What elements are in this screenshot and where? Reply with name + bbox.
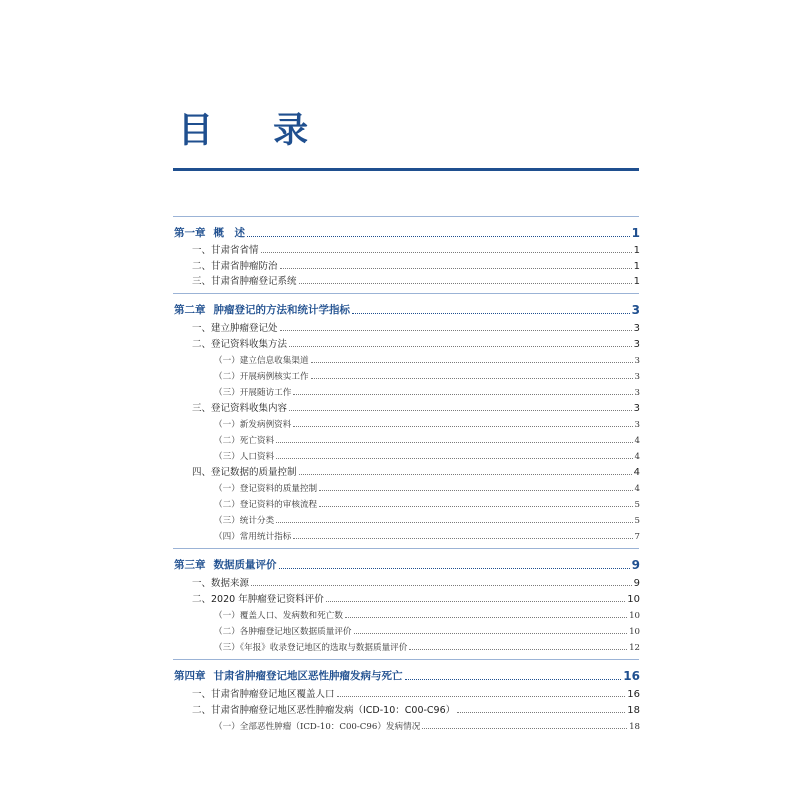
dot-leader xyxy=(326,600,626,602)
page-number: 3 xyxy=(634,388,640,398)
dot-leader xyxy=(354,632,628,634)
page-number: 4 xyxy=(634,436,640,446)
toc-entry-label: （一）新发病例资料 xyxy=(214,420,292,430)
toc-chapter-label: 肿瘤登记的方法和统计学指标 xyxy=(213,304,350,316)
dot-leader xyxy=(261,251,632,253)
dot-leader xyxy=(311,377,633,379)
toc-chapter[interactable] xyxy=(174,223,640,240)
dot-leader xyxy=(289,345,632,347)
dot-leader xyxy=(293,393,632,395)
chapter-rule xyxy=(173,293,639,294)
page-number: 3 xyxy=(634,372,640,382)
toc-chapter-title xyxy=(174,225,245,240)
toc-entry-label: （一）建立信息收集渠道 xyxy=(214,356,309,366)
dot-leader xyxy=(311,361,633,363)
page-number: 1 xyxy=(633,245,640,256)
toc-subsection[interactable] xyxy=(174,510,640,526)
toc-entry-label: （二）开展病例核实工作 xyxy=(214,372,309,382)
toc-entry-label: （二）各肿瘤登记地区数据质量评价 xyxy=(214,627,352,637)
toc-subsection[interactable] xyxy=(174,478,640,494)
toc-entry-label: 一、建立肿瘤登记处 xyxy=(192,323,278,334)
toc-chapter-title xyxy=(174,302,350,317)
dot-leader xyxy=(247,235,630,237)
toc-entry-label: （四）常用统计指标 xyxy=(214,532,292,542)
dot-leader xyxy=(352,312,630,314)
toc-chapter-number: 第四章 xyxy=(174,670,206,682)
toc-chapter[interactable] xyxy=(174,555,640,572)
toc-subsection[interactable] xyxy=(174,414,640,430)
toc-entry-label: 一、数据来源 xyxy=(192,578,250,589)
toc-entry-label: 一、甘肃省肿瘤登记地区覆盖人口 xyxy=(192,689,335,700)
page-number: 12 xyxy=(629,643,640,653)
toc-entry-label: （三）人口资料 xyxy=(214,452,275,462)
toc-chapter-label: 概 述 xyxy=(213,227,245,239)
page-number: 3 xyxy=(631,303,640,317)
toc-subsection[interactable] xyxy=(174,605,640,621)
toc-section[interactable] xyxy=(174,398,640,414)
dot-leader xyxy=(299,473,632,475)
page-number: 18 xyxy=(627,705,640,716)
toc-subsection[interactable] xyxy=(174,494,640,510)
page-number: 16 xyxy=(627,689,640,700)
page-number: 9 xyxy=(631,558,640,572)
page-number: 4 xyxy=(634,452,640,462)
page-number: 10 xyxy=(627,594,640,605)
dot-leader xyxy=(251,584,632,586)
page-number: 18 xyxy=(629,722,640,732)
toc-entry-label: 四、登记数据的质量控制 xyxy=(192,467,297,478)
page-number: 3 xyxy=(633,339,640,350)
toc-entry-label: （二）死亡资料 xyxy=(214,436,275,446)
dot-leader xyxy=(276,457,632,459)
dot-leader xyxy=(457,711,625,713)
dot-leader xyxy=(276,521,632,523)
dot-leader xyxy=(280,329,632,331)
dot-leader xyxy=(279,567,630,569)
dot-leader xyxy=(405,678,622,680)
toc-chapter[interactable] xyxy=(174,666,640,683)
toc-chapter-title xyxy=(174,668,403,683)
toc-section[interactable] xyxy=(174,318,640,334)
dot-leader xyxy=(293,425,632,427)
toc-entry-label: （三）开展随访工作 xyxy=(214,388,292,398)
page-number: 1 xyxy=(633,276,640,287)
toc-chapter-number: 第一章 xyxy=(174,227,206,239)
page-number: 3 xyxy=(633,403,640,414)
page-title: 目 录 xyxy=(178,111,333,151)
toc-section[interactable] xyxy=(174,240,640,256)
toc-entry-label: 二、甘肃省肿瘤登记地区恶性肿瘤发病（ICD-10：C00-C96） xyxy=(192,705,456,716)
toc-section[interactable] xyxy=(174,462,640,478)
toc-section[interactable] xyxy=(174,589,640,605)
page-number: 4 xyxy=(633,467,640,478)
chapter-rule xyxy=(173,548,639,549)
toc-section[interactable] xyxy=(174,334,640,350)
toc-entry-label: （一）全部恶性肿瘤（ICD-10：C00-C96）发病情况 xyxy=(214,722,421,732)
toc-subsection[interactable] xyxy=(174,366,640,382)
dot-leader xyxy=(337,695,626,697)
page-number: 3 xyxy=(634,356,640,366)
chapter-rule xyxy=(173,216,639,217)
toc-chapter-number: 第三章 xyxy=(174,559,206,571)
toc-subsection[interactable] xyxy=(174,621,640,637)
dot-leader xyxy=(289,409,632,411)
toc-chapter-label: 甘肃省肿瘤登记地区恶性肿瘤发病与死亡 xyxy=(213,670,403,682)
dot-leader xyxy=(280,267,632,269)
page-number: 1 xyxy=(633,261,640,272)
page-number: 16 xyxy=(623,669,640,683)
toc-chapter-label: 数据质量评价 xyxy=(213,559,277,571)
toc-entry-label: 三、甘肃省肿瘤登记系统 xyxy=(192,276,297,287)
page-number: 9 xyxy=(633,578,640,589)
toc-section[interactable] xyxy=(174,684,640,700)
toc-entry-label: 二、登记资料收集方法 xyxy=(192,339,288,350)
page-number: 1 xyxy=(631,226,640,240)
toc-chapter-title xyxy=(174,557,277,572)
title-divider xyxy=(173,168,639,171)
toc-subsection[interactable] xyxy=(174,446,640,462)
toc-entry-label: 一、甘肃省省情 xyxy=(192,245,259,256)
page-number: 10 xyxy=(629,611,640,621)
page-number: 4 xyxy=(634,484,640,494)
toc-section[interactable] xyxy=(174,700,640,716)
toc-section[interactable] xyxy=(174,256,640,272)
toc-section[interactable] xyxy=(174,573,640,589)
toc-entry-label: （二）登记资料的审核流程 xyxy=(214,500,318,510)
dot-leader xyxy=(319,489,632,491)
toc-entry-label: （一）覆盖人口、发病数和死亡数 xyxy=(214,611,343,621)
toc-entry-label: 二、2020 年肿瘤登记资料评价 xyxy=(192,594,324,605)
dot-leader xyxy=(319,505,632,507)
dot-leader xyxy=(299,282,632,284)
page-number: 7 xyxy=(634,532,640,542)
dot-leader xyxy=(276,441,632,443)
toc-entry-label: 三、登记资料收集内容 xyxy=(192,403,288,414)
toc-subsection[interactable] xyxy=(174,637,640,653)
page-number: 5 xyxy=(634,500,640,510)
dot-leader xyxy=(293,537,632,539)
dot-leader xyxy=(409,648,627,650)
toc-subsection[interactable] xyxy=(174,430,640,446)
chapter-rule xyxy=(173,659,639,660)
toc-subsection[interactable] xyxy=(174,382,640,398)
toc-chapter-number: 第二章 xyxy=(174,304,206,316)
dot-leader xyxy=(422,727,627,729)
toc-entry-label: 二、甘肃省肿瘤防治 xyxy=(192,261,278,272)
page-number: 3 xyxy=(633,323,640,334)
toc-subsection[interactable] xyxy=(174,350,640,366)
page-number: 3 xyxy=(634,420,640,430)
toc-entry-label: （三）《年报》收录登记地区的选取与数据质量评价 xyxy=(214,643,408,653)
toc-subsection[interactable] xyxy=(174,526,640,542)
dot-leader xyxy=(345,616,627,618)
toc-subsection[interactable] xyxy=(174,716,640,732)
page-number: 5 xyxy=(634,516,640,526)
toc-entry-label: （一）登记资料的质量控制 xyxy=(214,484,318,494)
toc-section[interactable] xyxy=(174,271,640,287)
toc-entry-label: （三）统计分类 xyxy=(214,516,275,526)
toc-chapter[interactable] xyxy=(174,300,640,317)
page-number: 10 xyxy=(629,627,640,637)
